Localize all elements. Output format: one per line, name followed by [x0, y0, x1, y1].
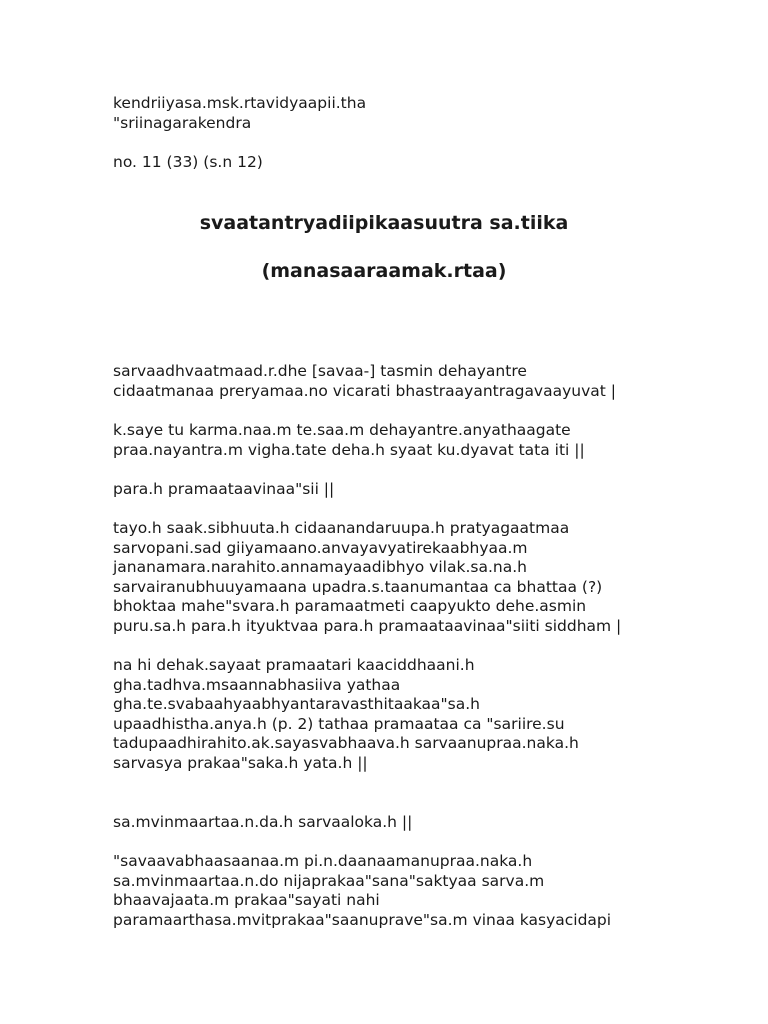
paragraph-4-line-4: sarvairanubhuuyamaana upadra.s.taanumantaa ca bhattaa (?) [113, 578, 603, 596]
paragraph-5-line-5: tadupaadhirahito.ak.sayasvabhaava.h sarvaanupraa.naka.h [113, 734, 579, 752]
paragraph-1-line-2: cidaatmanaa preryamaa.no vicarati bhastraayantragavaayuvat | [113, 382, 617, 400]
paragraph-7-line-3: bhaavajaata.m prakaa"sayati nahi [113, 891, 380, 909]
paragraph-4-line-1: tayo.h saak.sibhuuta.h cidaanandaruupa.h pratyagaatmaa [113, 519, 570, 537]
paragraph-5-line-1: na hi dehak.sayaat pramaatari kaaciddhaani.h [113, 656, 475, 674]
paragraph-6-line-1: sa.mvinmaartaa.n.da.h sarvaaloka.h || [113, 813, 413, 831]
paragraph-5-line-2: gha.tadhva.msaannabhasiiva yathaa [113, 676, 401, 694]
document-title: svaatantryadiipikaasuutra sa.tiika [199, 212, 569, 234]
paragraph-7-line-4: paramaarthasa.mvitprakaa"saanuprave"sa.m vinaa kasyacidapi [113, 911, 612, 929]
paragraph-5-line-4: upaadhistha.anya.h (p. 2) tathaa pramaataa ca "sariire.su [113, 715, 565, 733]
header-institution: kendriiyasa.msk.rtavidyaapii.tha [113, 94, 367, 112]
paragraph-5-line-3: gha.te.svabaahyaabhyantaravasthitaakaa"sa.h [113, 695, 480, 713]
paragraph-7-line-2: sa.mvinmaartaa.n.do nijaprakaa"sana"saktyaa sarva.m [113, 872, 545, 890]
paragraph-4-line-5: bhoktaa mahe"svara.h paramaatmeti caapyukto dehe.asmin [113, 597, 587, 615]
paragraph-3-line-1: para.h pramaataavinaa"sii || [113, 480, 335, 498]
paragraph-4-line-2: sarvopani.sad giiyamaano.anvayavyatirekaabhyaa.m [113, 539, 528, 557]
paragraph-2-line-1: k.saye tu karma.naa.m te.saa.m dehayantre.anyathaagate [113, 421, 571, 439]
paragraph-7-line-1: "savaavabhaasaanaa.m pi.n.daanaamanupraa.naka.h [113, 852, 533, 870]
paragraph-4-line-6: puru.sa.h para.h ityuktvaa para.h pramaataavinaa"siiti siddham | [113, 617, 622, 635]
paragraph-2-line-2: praa.nayantra.m vigha.tate deha.h syaat ku.dyavat tata iti || [113, 441, 585, 459]
paragraph-5-line-6: sarvasya prakaa"saka.h yata.h || [113, 754, 368, 772]
paragraph-4-line-3: jananamara.narahito.annamayaadibhyo vilak.sa.na.h [113, 558, 527, 576]
header-location: "sriinagarakendra [113, 114, 252, 132]
document-subtitle: (manasaaraamak.rtaa) [261, 260, 507, 282]
header-number: no. 11 (33) (s.n 12) [113, 153, 263, 171]
paragraph-1-line-1: sarvaadhvaatmaad.r.dhe [savaa-] tasmin dehayantre [113, 362, 527, 380]
